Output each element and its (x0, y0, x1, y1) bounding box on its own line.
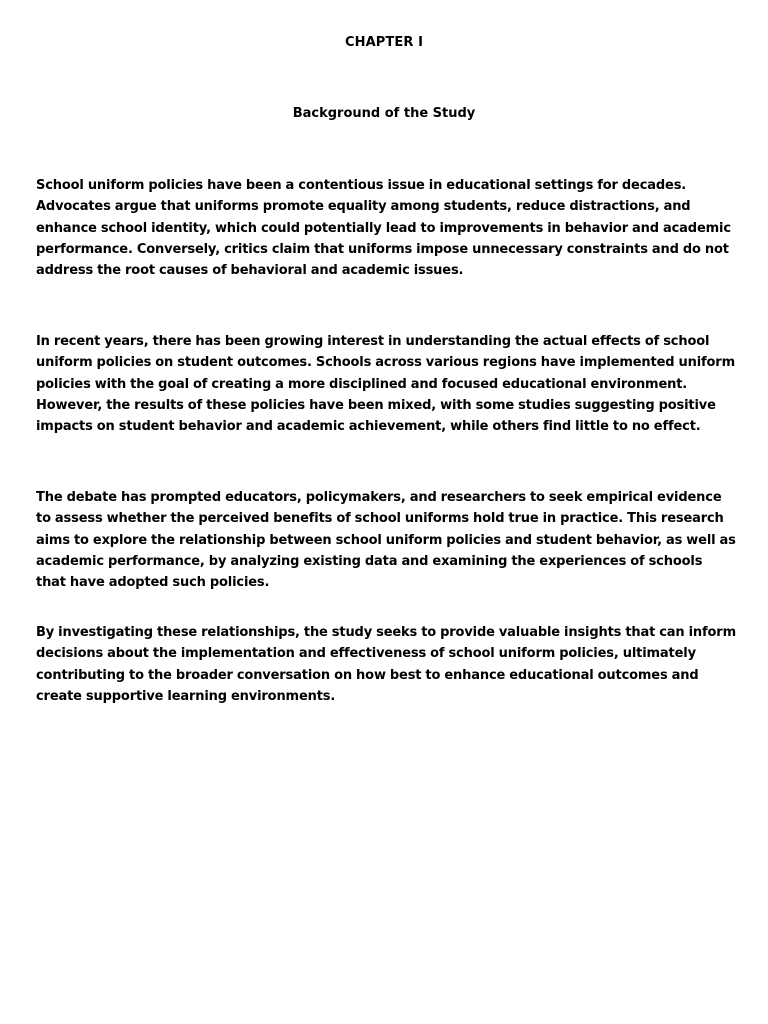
paragraph-1: School uniform policies have been a contentious issue in educational settings for decades. Advocates argue that uniforms promote equality among students, reduce distractions, and enhance school identity, which could potentially lead to improvements in behavior and academic performance. Conversely, critics claim that uniforms impose unnecessary constraints and do not address the root causes of behavioral and academic issues. (36, 178, 731, 278)
chapter-heading: CHAPTER I (344, 35, 424, 50)
paragraph-4: By investigating these relationships, the study seeks to provide valuable insights that can inform decisions about the implementation and effectiveness of school uniform policies, ultimately contributing to the broader conversation on how best to enhance educational outcomes and create supportive learning environments. (36, 625, 736, 704)
paragraph-3: The debate has prompted educators, policymakers, and researchers to seek empirical evidence to assess whether the perceived benefits of school uniforms hold true in practice. This research aims to explore the relationship between school uniform policies and student behavior, as well as academic performance, by analyzing existing data and examining the experiences of schools that have adopted such policies. (36, 490, 736, 590)
section-title: Background of the Study (292, 106, 476, 121)
paragraph-2: In recent years, there has been growing interest in understanding the actual effects of school uniform policies on student outcomes. Schools across various regions have implemented uniform policies with the goal of creating a more disciplined and focused educational environment. However, the results of these policies have been mixed, with some studies suggesting positive impacts on student behavior and academic achievement, while others find little to no effect. (36, 334, 735, 434)
